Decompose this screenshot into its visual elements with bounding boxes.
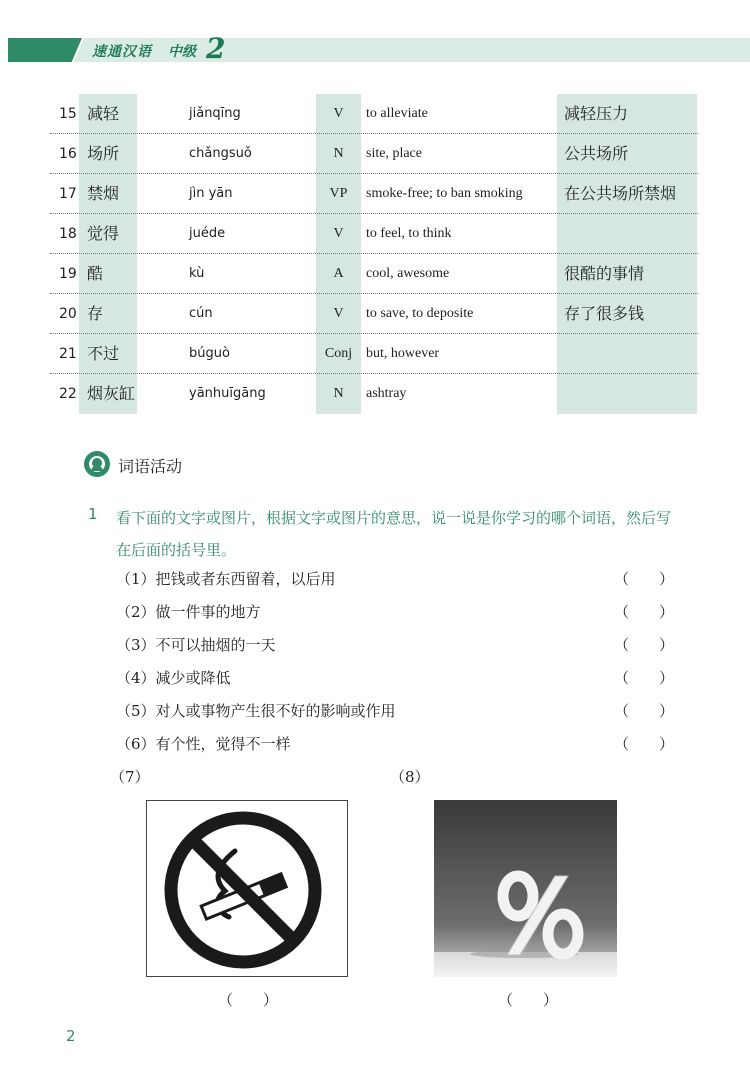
exercise-item-text: （6）有个性，觉得不一样 xyxy=(116,735,291,753)
vocab-english: site, place xyxy=(366,146,422,161)
answer-blank[interactable]: （ ） xyxy=(614,636,675,654)
vocab-english: but, however xyxy=(366,346,440,361)
vocab-word: 存 xyxy=(87,304,104,323)
answer-blank[interactable]: （ ） xyxy=(218,991,279,1009)
vocab-example: 减轻压力 xyxy=(564,104,629,123)
vocab-row xyxy=(50,214,698,254)
vocab-row xyxy=(50,174,698,214)
vocab-pinyin: yānhuīgāng xyxy=(189,386,266,401)
vocab-english: to alleviate xyxy=(366,106,428,121)
vocab-word: 不过 xyxy=(87,344,120,363)
percent-icon xyxy=(434,800,617,977)
vocab-word: 减轻 xyxy=(87,104,120,123)
vocab-part-of-speech: A xyxy=(333,266,344,281)
book-level: 中级 xyxy=(168,44,196,60)
exercise-item-text: （1）把钱或者东西留着，以后用 xyxy=(116,570,336,588)
vocab-number: 20 xyxy=(59,306,77,322)
vocab-part-of-speech: V xyxy=(333,226,344,241)
vocabulary-table xyxy=(50,94,698,414)
vocab-english: smoke-free; to ban smoking xyxy=(366,186,523,201)
vocab-number: 15 xyxy=(59,106,77,122)
percent-sign-photo xyxy=(434,800,617,977)
vocab-pinyin: chǎngsuǒ xyxy=(189,146,252,161)
vocab-row xyxy=(50,254,698,294)
exercise-item xyxy=(116,666,676,690)
vocab-word: 烟灰缸 xyxy=(87,384,136,403)
vocab-english: to save, to deposite xyxy=(366,306,474,321)
book-title: 速通汉语 xyxy=(92,44,152,60)
exercise-item xyxy=(116,633,676,657)
exercise-item-text: （3）不可以抽烟的一天 xyxy=(116,636,276,654)
book-volume-number: 2 xyxy=(206,32,226,65)
exercise-instruction: 看下面的文字或图片，根据文字或图片的意思，说一说是你学习的哪个词语，然后写在后面的括号里。 xyxy=(116,509,672,559)
vocab-example: 公共场所 xyxy=(564,144,629,163)
answer-blank[interactable]: （ ） xyxy=(614,735,675,753)
no-smoking-icon xyxy=(147,801,347,976)
answer-blank[interactable]: （ ） xyxy=(614,570,675,588)
vocab-word: 觉得 xyxy=(87,224,120,243)
vocab-part-of-speech: Conj xyxy=(324,346,353,361)
person-icon xyxy=(84,451,110,477)
section-title: 词语活动 xyxy=(118,457,183,476)
vocab-part-of-speech: VP xyxy=(329,186,348,201)
header-accent-bar xyxy=(8,38,82,62)
vocab-part-of-speech: N xyxy=(333,386,344,401)
vocab-part-of-speech: V xyxy=(333,106,344,121)
vocab-row xyxy=(50,94,698,134)
vocab-number: 22 xyxy=(59,386,77,402)
exercise-item-text: （5）对人或事物产生很不好的影响或作用 xyxy=(116,702,396,720)
vocab-part-of-speech: N xyxy=(333,146,344,161)
vocab-english: cool, awesome xyxy=(366,266,450,281)
exercise-item xyxy=(116,567,676,591)
vocab-row xyxy=(50,334,698,374)
page-number: 2 xyxy=(66,1027,76,1045)
vocab-number: 18 xyxy=(59,226,77,242)
picture-item-label: （8） xyxy=(390,768,430,786)
vocab-word: 场所 xyxy=(87,144,120,163)
exercise-item xyxy=(116,699,676,723)
vocab-pinyin: búguò xyxy=(189,346,230,361)
exercise-number: 1 xyxy=(88,505,98,523)
vocab-number: 21 xyxy=(59,346,77,362)
vocab-row xyxy=(50,134,698,174)
vocab-part-of-speech: V xyxy=(333,306,344,321)
exercise-item xyxy=(116,732,676,756)
no-smoking-sign xyxy=(146,800,348,977)
vocab-english: to feel, to think xyxy=(366,226,452,241)
vocab-number: 16 xyxy=(59,146,77,162)
vocab-example: 在公共场所禁烟 xyxy=(564,184,677,203)
answer-blank[interactable]: （ ） xyxy=(614,603,675,621)
exercise-item xyxy=(116,600,676,624)
page-header xyxy=(8,32,750,65)
vocab-pinyin: cún xyxy=(189,306,213,321)
vocab-pinyin: jìn yān xyxy=(189,186,233,201)
vocab-pinyin: kù xyxy=(189,266,205,281)
vocab-number: 17 xyxy=(59,186,77,202)
answer-blank[interactable]: （ ） xyxy=(498,991,559,1009)
vocab-number: 19 xyxy=(59,266,77,282)
vocab-row xyxy=(50,294,698,334)
vocab-english: ashtray xyxy=(366,386,407,401)
vocab-pinyin: juéde xyxy=(189,226,226,241)
vocab-example: 很酷的事情 xyxy=(564,264,645,283)
vocab-word: 酷 xyxy=(87,264,104,283)
vocab-row xyxy=(50,374,698,414)
vocab-pinyin: jiǎnqīng xyxy=(189,106,241,121)
picture-item-label: （7） xyxy=(110,768,150,786)
answer-blank[interactable]: （ ） xyxy=(614,669,675,687)
vocab-example: 存了很多钱 xyxy=(564,304,645,323)
vocab-word: 禁烟 xyxy=(87,184,120,203)
exercise-item-text: （2）做一件事的地方 xyxy=(116,603,261,621)
answer-blank[interactable]: （ ） xyxy=(614,702,675,720)
exercise-item-text: （4）减少或降低 xyxy=(116,669,231,687)
